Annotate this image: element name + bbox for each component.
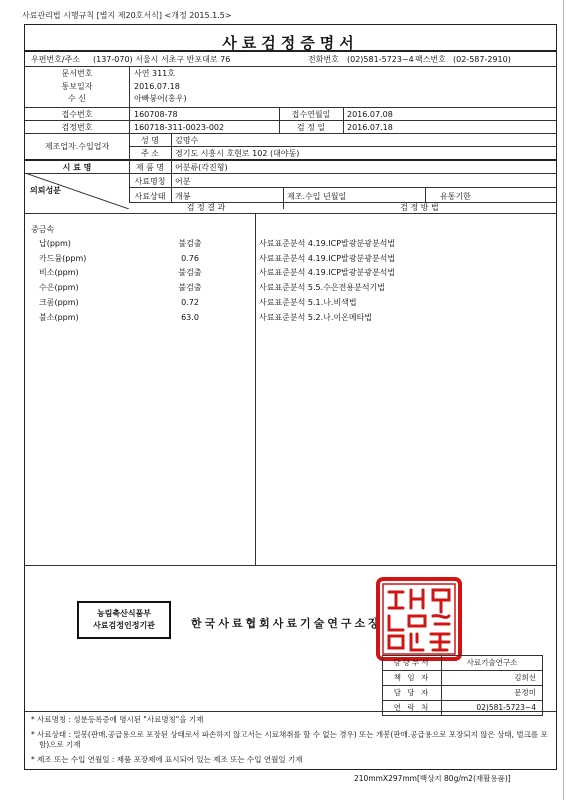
expiry-label: 유통기한 bbox=[440, 192, 471, 201]
recipient-label: 수 신 bbox=[68, 94, 86, 103]
rule bbox=[25, 120, 556, 121]
test-date-label: 검 정 일 bbox=[296, 123, 326, 132]
rule bbox=[25, 133, 556, 134]
result-method: 사료표준분석 4.19.ICP발광분광분석법 bbox=[259, 254, 396, 263]
address-value: (137-070) 서울시 서초구 반포대로 76 bbox=[93, 55, 231, 64]
regulation-reference: 사료관리법 시행규칙 [별지 제20호서식] <개정 2015.1.5> bbox=[22, 11, 232, 20]
product-label: 제 품 명 bbox=[135, 163, 165, 172]
rule bbox=[425, 187, 426, 202]
contact-table bbox=[382, 655, 543, 716]
method-header: 검 정 방 법 bbox=[400, 203, 439, 212]
requested-components-label: 의뢰성분 bbox=[30, 186, 61, 195]
result-item: 수은(ppm) bbox=[39, 283, 79, 292]
phone-value: (02)581-5723~4 bbox=[347, 55, 414, 64]
rule bbox=[343, 107, 344, 133]
test-date-value: 2016.07.18 bbox=[347, 123, 393, 132]
page-edge bbox=[563, 0, 564, 800]
rule bbox=[129, 107, 130, 133]
rule bbox=[129, 159, 130, 202]
rule bbox=[25, 66, 556, 67]
rule bbox=[129, 173, 556, 174]
footnote: * 제조 또는 수입 연월일 : 제품 포장제에 표시되어 있는 제조 또는 수입 연월일 기재 bbox=[31, 755, 303, 764]
footnotes bbox=[31, 715, 551, 770]
result-value: 불검출 bbox=[178, 239, 202, 248]
product-value: 어분류(각진형) bbox=[175, 163, 228, 172]
contact-value: 문정미 bbox=[514, 688, 536, 697]
rule bbox=[25, 50, 556, 52]
issuer-name: 한국사료협회사료기술연구소장 bbox=[191, 617, 382, 630]
receipt-no-label: 접수번호 bbox=[61, 110, 93, 119]
doc-no-label: 문서번호 bbox=[61, 69, 93, 78]
result-header: 검 정 결 과 bbox=[186, 203, 226, 212]
diagonal-divider bbox=[25, 173, 129, 209]
contact-value: 02)581-5723~4 bbox=[476, 703, 536, 712]
name-value: 김명수 bbox=[175, 136, 199, 145]
contact-value: 김희선 bbox=[514, 673, 536, 682]
rule bbox=[129, 66, 130, 107]
result-method: 사료표준분석 5.5.수은전용분석기법 bbox=[259, 283, 385, 292]
group-label: 중금속 bbox=[31, 225, 55, 234]
contact-row bbox=[383, 671, 542, 686]
test-no-value: 160718-311-0023-002 bbox=[134, 123, 225, 132]
rule bbox=[129, 146, 556, 147]
result-method: 사료표준분석 4.19.ICP발광분광분석법 bbox=[259, 268, 396, 277]
result-item: 비소(ppm) bbox=[39, 268, 79, 277]
rule bbox=[171, 159, 172, 202]
feed-name-value: 어분 bbox=[175, 177, 191, 186]
rule bbox=[25, 173, 129, 174]
contact-row bbox=[383, 701, 542, 716]
contact-label: 책 임 자 bbox=[383, 671, 442, 685]
contact-label: 연 락 처 bbox=[383, 701, 442, 715]
feed-name-label: 사료명칭 bbox=[134, 177, 166, 186]
result-value: 불검출 bbox=[178, 268, 202, 277]
receipt-date-label: 접수연월일 bbox=[291, 110, 331, 119]
addr-value: 경기도 시흥시 호현로 102 (대야동) bbox=[175, 149, 300, 158]
rule bbox=[25, 159, 556, 161]
cert-line-2: 사료검정인정기관 bbox=[93, 621, 155, 630]
contact-row bbox=[383, 656, 542, 671]
phone-label: 전화번호 bbox=[308, 55, 339, 64]
name-label: 성 명 bbox=[141, 136, 159, 145]
state-label: 사료상태 bbox=[134, 192, 166, 201]
certification-box bbox=[77, 601, 171, 639]
rule bbox=[25, 565, 556, 566]
receipt-date-value: 2016.07.08 bbox=[347, 110, 393, 119]
result-item: 불소(ppm) bbox=[39, 313, 79, 322]
rule bbox=[279, 107, 280, 133]
result-method: 사료표준분석 5.1.나.비색법 bbox=[259, 298, 357, 307]
rule bbox=[25, 213, 556, 214]
result-item: 납(ppm) bbox=[39, 239, 71, 248]
fax-value: (02-587-2910) bbox=[453, 55, 511, 64]
contact-row bbox=[383, 686, 542, 701]
result-value: 불검출 bbox=[178, 283, 202, 292]
result-value: 63.0 bbox=[181, 313, 199, 322]
result-value: 0.76 bbox=[181, 254, 199, 263]
certificate-sheet bbox=[24, 24, 557, 770]
rule bbox=[25, 107, 556, 108]
contact-label: 담 당 자 bbox=[383, 686, 442, 700]
recipient-value: 아빠붕어(홍우) bbox=[134, 94, 187, 103]
notice-date-label: 통보일자 bbox=[61, 82, 93, 91]
state-value: 개봉 bbox=[175, 192, 191, 201]
rule bbox=[129, 187, 556, 188]
result-item: 크롬(ppm) bbox=[39, 298, 79, 307]
address-label: 우편번호/주소 bbox=[31, 55, 81, 64]
result-method: 사료표준분석 4.19.ICP발광분광분석법 bbox=[259, 239, 396, 248]
rule bbox=[171, 133, 172, 159]
footnote: * 사료명칭 : 성분등록증에 명시된 "사료명칭"을 기재 bbox=[31, 715, 204, 724]
rule bbox=[25, 711, 556, 712]
official-seal bbox=[375, 576, 463, 662]
result-item: 카드뮴(ppm) bbox=[39, 254, 87, 263]
notice-date-value: 2016.07.18 bbox=[134, 82, 180, 91]
footnote: * 사료상태 : 밀봉(판매.공급용으로 포장된 상태로서 파손하지 않고서는 시료채취를 할 수 없는 경우) 또는 개봉(판매.공급용으로 포장되지 않은 상태, 벌크를 포함)으로 기재 bbox=[31, 730, 548, 749]
test-no-label: 검정번호 bbox=[61, 123, 93, 132]
receipt-no-value: 160708-78 bbox=[134, 110, 178, 119]
manufacturer-label: 제조업자.수입업자 bbox=[44, 142, 110, 151]
mfg-date-label: 제조.수입 년월일 bbox=[287, 192, 347, 201]
cert-line-1: 농림축산식품부 bbox=[96, 609, 152, 618]
addr-label: 주 소 bbox=[141, 149, 159, 158]
sample-label: 시 료 명 bbox=[62, 163, 92, 172]
result-value: 0.72 bbox=[181, 298, 199, 307]
fax-label: 팩스번호 bbox=[415, 55, 446, 64]
rule bbox=[129, 133, 130, 159]
contact-value: 사료기술연구소 bbox=[466, 658, 518, 667]
result-method: 사료표준분석 5.2.나.이온메타법 bbox=[259, 313, 373, 322]
doc-no-value: 사연 311호 bbox=[134, 69, 175, 78]
paper-spec: 210mmX297mm[백상지 80g/m2(재활용품)] bbox=[354, 774, 511, 783]
contact-label: 담당부서 bbox=[383, 656, 442, 670]
rule bbox=[255, 213, 256, 565]
document-title: 사료검정증명서 bbox=[222, 34, 359, 52]
